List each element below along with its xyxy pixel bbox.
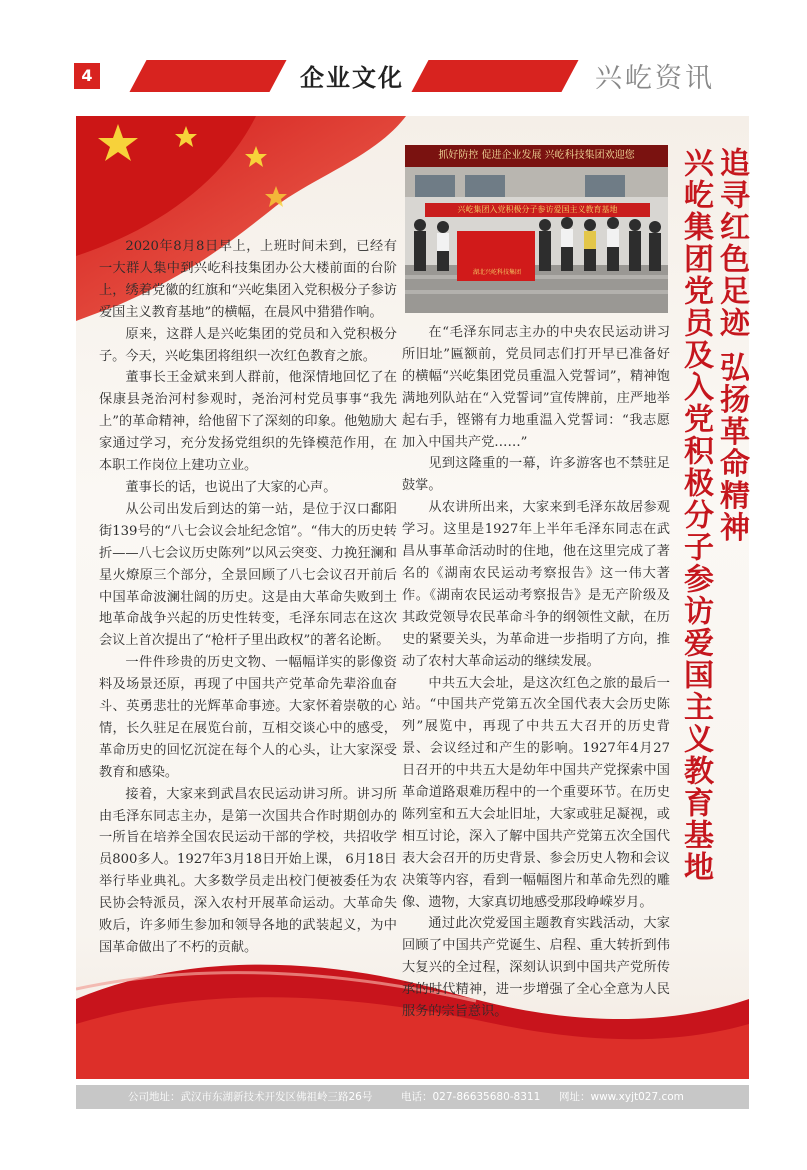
page-footer bbox=[76, 1085, 749, 1109]
photo-group-banner: 兴屹集团入党积极分子参访爱国主义教育基地 bbox=[457, 205, 618, 214]
section-title: 企业文化 bbox=[300, 64, 404, 92]
page-header bbox=[0, 0, 807, 110]
footer-phone: 电话：027-86635680-8311 bbox=[401, 1091, 541, 1103]
headline-line-2: 兴屹集团党员及入党积极分子参访爱国主义教育基地 bbox=[678, 147, 713, 883]
article-paragraph: 中共五大会址，是这次红色之旅的最后一站。“中国共产党第五次全国代表大会历史陈列”展览中，再现了中共五大召开的历史背景、会议经过和产生的影响。1927年4月27日召开的中共五大是幼年中国共产党探索中国革命道路艰难历程中的一个重要环节。在历史陈列室和五大会址旧址，大家或驻足凝视，或相互讨论，深入了解中国共产党第五次全国代表大会召开的历史背景、参会历史人物和会议决策等内容，看到一幅幅图片和革命先烈的雕像、遗物，大家真切地感受那段峥嵘岁月。 bbox=[402, 675, 670, 910]
article-paragraph: 通过此次党爱国主题教育实践活动，大家回顾了中国共产党诞生、启程、重大转折到伟大复兴的全过程，深刻认识到中国共产党所传承的时代精神，进一步增强了全心全意为人民服务的宗旨意识。 bbox=[402, 916, 670, 1020]
publication-title: 兴屹资讯 bbox=[595, 63, 715, 94]
article-paragraph: 2020年8月8日早上，上班时间未到，已经有一大群人集中到兴屹科技集团办公大楼前面的台阶上，绣着党徽的红旗和“兴屹集团入党积极分子参访爱国主义教育基地”的横幅，在晨风中猎猎作响。 bbox=[99, 239, 397, 320]
headline-line-1: 追寻红色足迹 弘扬革命精神 bbox=[714, 147, 749, 544]
article-paragraph: 原来，这群人是兴屹集团的党员和入党积极分子。今天，兴屹集团将组织一次红色教育之旅。 bbox=[99, 326, 397, 364]
header-stripe-right bbox=[411, 60, 578, 92]
page-number: 4 bbox=[74, 63, 100, 89]
article-column-left bbox=[99, 236, 397, 959]
group-photo bbox=[405, 145, 668, 313]
group-photo-illustration bbox=[405, 145, 668, 313]
photo-top-banner: 抓好防控 促进企业发展 兴屹科技集团欢迎您 bbox=[405, 145, 668, 167]
article-paragraph: 董事长的话，也说出了大家的心声。 bbox=[125, 479, 337, 495]
article-paragraph: 见到这隆重的一幕，许多游客也不禁驻足鼓掌。 bbox=[402, 456, 670, 494]
article-paragraph: 一件件珍贵的历史文物、一幅幅详实的影像资料及场景还原，再现了中国共产党革命先辈浴血奋斗、英勇悲壮的光辉革命事迹。大家怀着崇敬的心情，长久驻足在展览台前，互相交谈心中的感受，革命历史的回忆沉淀在每个人的心头，让大家深受教育和感染。 bbox=[99, 655, 397, 780]
article-paragraph: 从公司出发后到达的第一站，是位于汉口鄱阳街139号的“八七会议会址纪念馆”。“伟大的历史转折——八七会议历史陈列”以风云突变、力挽狂澜和星火燎原三个部分，全景回顾了八七会议召开前后中国革命波澜壮阔的历史。这是由大革命失败到土地革命战争兴起的历史性转变，毛泽东同志在这次会议上首次提出了“枪杆子里出政权”的著名论断。 bbox=[99, 501, 397, 649]
header-stripe-left bbox=[129, 60, 286, 92]
article-column-right bbox=[402, 322, 670, 1023]
footer-website: 网址：www.xyjt027.com bbox=[559, 1091, 684, 1103]
article-paragraph: 在“毛泽东同志主办的中央农民运动讲习所旧址”匾额前，党员同志们打开早已准备好的横幅“兴屹集团党员重温入党誓词”，精神饱满地列队站在“入党誓词”宣传牌前，庄严地举起右手，铿锵有力地重温入党誓词：“我志愿加入中国共产党……” bbox=[402, 325, 670, 450]
footer-address: 公司地址：武汉市东湖新技术开发区佛祖岭三路26号 bbox=[128, 1091, 373, 1103]
article-paragraph: 董事长王金斌来到人群前，他深情地回忆了在保康县尧治河村参观时，尧治河村党员事事“我先上”的革命精神，给他留下了深刻的印象。他勉励大家通过学习，充分发扬党组织的先锋模范作用，在本职工作岗位上建功立业。 bbox=[99, 370, 397, 474]
article-paragraph: 接着，大家来到武昌农民运动讲习所。讲习所由毛泽东同志主办，是第一次国共合作时期创办的一所旨在培养全国农民运动干部的学校，共招收学员800多人。1927年3月18日开始上课， 6月18日举行毕业典礼。大多数学员走出校门便被委任为农民协会特派员，深入农村开展革命运动。大革命失败后，许多师生参加和领导各地的武装起义，为中国革命做出了不朽的贡献。 bbox=[99, 786, 397, 955]
photo-flag-caption: 湖北兴屹科技集团 bbox=[472, 269, 521, 276]
article-paragraph: 从农讲所出来，大家来到毛泽东故居参观学习。这里是1927年上半年毛泽东同志在武昌从事革命活动时的住地，他在这里完成了著名的《湖南农民运动考察报告》这一伟大著作。《湖南农民运动考察报告》是无产阶级及其政党领导农民革命斗争的纲领性文献，在历史的紧要关头，为革命进一步指明了方向，推动了农村大革命运动的继续发展。 bbox=[402, 500, 670, 669]
